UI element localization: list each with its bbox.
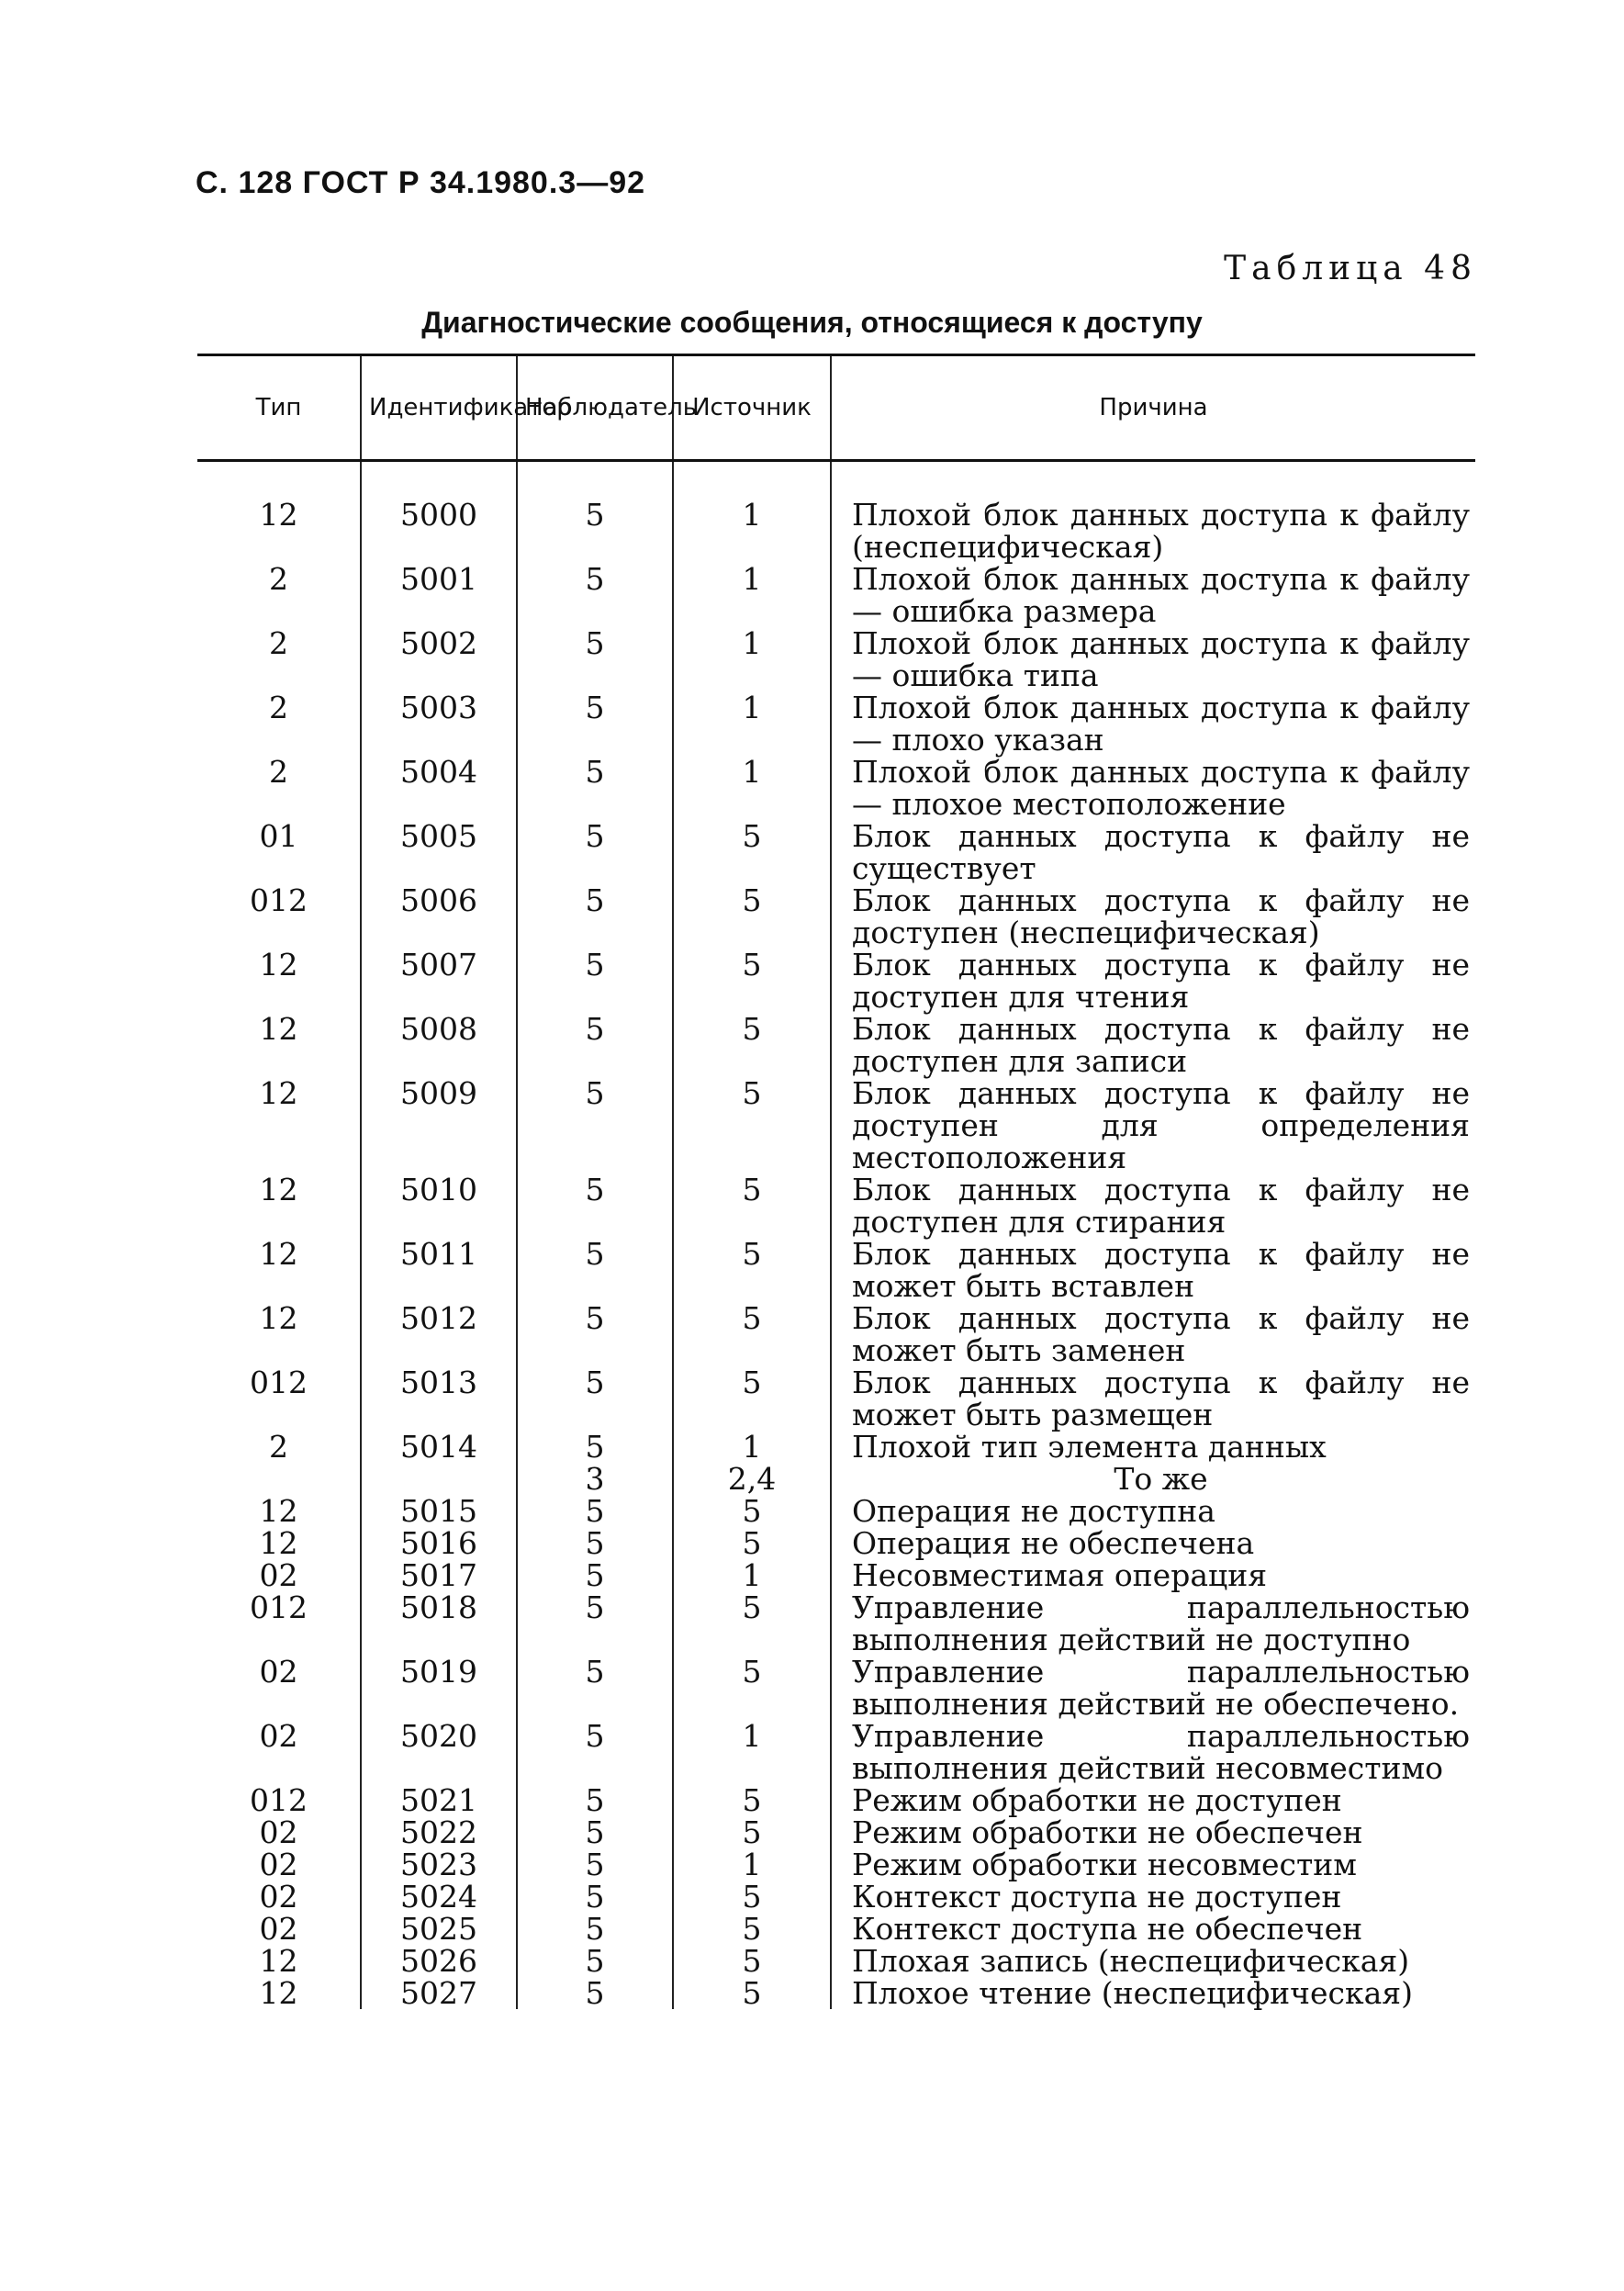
cell-identifier: 5011 [361,1238,517,1302]
cell-cause: Блок данных доступа к файлу не существует [831,820,1475,884]
table-row [197,1302,1475,1366]
cell-observer: 5 [517,1238,673,1302]
cell-cause: То же [831,1463,1475,1495]
cell-type: 02 [259,1718,298,1754]
cell-observer: 5 [517,1527,673,1559]
cell-observer: 5 [517,1174,673,1238]
cell-observer: 5 [517,1013,673,1077]
cell-identifier: 5010 [361,1174,517,1238]
cell-type: 2 [269,690,288,725]
cell-source: 5 [673,1366,831,1431]
cell-cause: Управление параллельностью выполнения действий не обеспечено. [831,1656,1475,1720]
cell-type: 012 [250,1782,308,1818]
cell-type: 2 [269,625,288,661]
cell-identifier: 5001 [361,563,517,627]
column-header-id: Идентификатор [361,355,517,461]
cell-cause: Операция не доступна [831,1495,1475,1527]
cell-type: 012 [250,882,308,918]
cell-observer: 5 [517,1656,673,1720]
table-row [197,1784,1475,1816]
table-row [197,949,1475,1013]
cell-identifier: 5008 [361,1013,517,1077]
cell-identifier: 5013 [361,1366,517,1431]
cell-observer: 5 [517,1431,673,1463]
column-header-type: Тип [255,394,302,421]
cell-identifier: 5015 [361,1495,517,1527]
cell-source: 5 [673,1527,831,1559]
cell-type: 02 [259,1879,298,1915]
cell-source: 5 [673,1816,831,1848]
table-row [197,1013,1475,1077]
cell-observer: 5 [517,691,673,756]
cell-identifier: 5000 [361,461,517,564]
cell-source: 1 [673,756,831,820]
cell-source: 5 [673,1591,831,1656]
cell-identifier: 5017 [361,1559,517,1591]
cell-observer: 5 [517,756,673,820]
cell-type: 12 [259,1236,298,1272]
cell-source: 1 [673,1431,831,1463]
table-row [197,1816,1475,1848]
cell-source: 1 [673,1848,831,1881]
cell-observer: 5 [517,1366,673,1431]
cell-cause: Плохой блок данных доступа к файлу — ошибка типа [831,627,1475,691]
cell-observer: 5 [517,1913,673,1945]
cell-observer: 5 [517,1881,673,1913]
cell-observer: 5 [517,1302,673,1366]
cell-cause: Блок данных доступа к файлу не может быть размещен [831,1366,1475,1431]
table-row [197,1591,1475,1656]
cell-source: 5 [673,1656,831,1720]
cell-identifier: 5025 [361,1913,517,1945]
cell-type: 012 [250,1589,308,1625]
table-row [197,1881,1475,1913]
cell-observer: 5 [517,1559,673,1591]
cell-source: 5 [673,949,831,1013]
cell-source: 5 [673,884,831,949]
cell-cause: Управление параллельностью выполнения действий не доступно [831,1591,1475,1656]
cell-type: 01 [259,818,298,854]
cell-cause: Операция не обеспечена [831,1527,1475,1559]
cell-observer: 5 [517,1848,673,1881]
cell-identifier: 5027 [361,1977,517,2009]
cell-cause: Контекст доступа не обеспечен [831,1913,1475,1945]
cell-source: 5 [673,1077,831,1174]
cell-identifier: 5006 [361,884,517,949]
table-row [197,691,1475,756]
table-row [197,1848,1475,1881]
table-row [197,1977,1475,2009]
cell-type: 12 [259,1493,298,1529]
cell-cause: Управление параллельностью выполнения действий несовместимо [831,1720,1475,1784]
cell-type: 12 [259,1075,298,1111]
cell-identifier: 5002 [361,627,517,691]
cell-identifier: 5022 [361,1816,517,1848]
table-row [197,820,1475,884]
cell-type: 12 [259,1011,298,1047]
cell-identifier: 5016 [361,1527,517,1559]
cell-identifier: 5003 [361,691,517,756]
column-header-observer: Наблюдатель [517,355,673,461]
cell-type: 02 [259,1814,298,1850]
cell-type: 2 [269,561,288,597]
cell-type: 02 [259,1847,298,1882]
table-row [197,563,1475,627]
cell-cause: Плохой блок данных доступа к файлу — плохое местоположение [831,756,1475,820]
cell-source: 1 [673,461,831,564]
cell-source: 5 [673,1174,831,1238]
table-row [197,1463,1475,1495]
cell-identifier: 5021 [361,1784,517,1816]
cell-source: 5 [673,1013,831,1077]
cell-identifier: 5024 [361,1881,517,1913]
cell-source: 1 [673,1559,831,1591]
cell-type: 02 [259,1557,298,1593]
cell-type: 02 [259,1654,298,1690]
table-label: Таблица 48 [1224,250,1477,287]
table-row [197,627,1475,691]
cell-observer: 5 [517,461,673,564]
cell-observer: 5 [517,1784,673,1816]
cell-cause: Плохое чтение (неспецифическая) [831,1977,1475,2009]
cell-identifier: 5012 [361,1302,517,1366]
cell-source: 5 [673,1881,831,1913]
cell-identifier: 5009 [361,1077,517,1174]
cell-identifier: 5026 [361,1945,517,1977]
table-row [197,1495,1475,1527]
cell-observer: 5 [517,820,673,884]
table-title: Диагностические сообщения, относящиеся к доступу [421,306,1203,339]
table-row [197,1913,1475,1945]
column-header-cause: Причина [831,355,1475,461]
cell-identifier: 5020 [361,1720,517,1784]
cell-source: 5 [673,1238,831,1302]
table-header-row [197,355,1475,461]
cell-cause: Режим обработки не обеспечен [831,1816,1475,1848]
cell-observer: 5 [517,1977,673,2009]
cell-observer: 3 [517,1463,673,1495]
table-row [197,1238,1475,1302]
cell-cause: Блок данных доступа к файлу не доступен для определения местоположения [831,1077,1475,1174]
cell-type: 12 [259,947,298,983]
cell-cause: Блок данных доступа к файлу не доступен для записи [831,1013,1475,1077]
cell-observer: 5 [517,1720,673,1784]
cell-identifier: 5023 [361,1848,517,1881]
cell-observer: 5 [517,627,673,691]
cell-cause: Блок данных доступа к файлу не доступен для стирания [831,1174,1475,1238]
cell-observer: 5 [517,1077,673,1174]
cell-type: 12 [259,1172,298,1207]
cell-source: 2,4 [673,1463,831,1495]
table-row [197,884,1475,949]
cell-identifier: 5014 [361,1431,517,1463]
cell-source: 5 [673,1495,831,1527]
cell-source: 5 [673,820,831,884]
column-header-source: Источник [673,355,831,461]
cell-type: 02 [259,1911,298,1947]
table-row [197,1174,1475,1238]
cell-identifier [361,1463,517,1495]
cell-observer: 5 [517,884,673,949]
cell-observer: 5 [517,1816,673,1848]
cell-cause: Плохой блок данных доступа к файлу — ошибка размера [831,563,1475,627]
cell-observer: 5 [517,1495,673,1527]
cell-type [197,1463,361,1495]
cell-type: 12 [259,1943,298,1979]
cell-cause: Плохой блок данных доступа к файлу (неспецифическая) [831,461,1475,564]
cell-type: 12 [259,1300,298,1336]
page-header: С. 128 ГОСТ Р 34.1980.3—92 [196,165,646,200]
cell-observer: 5 [517,949,673,1013]
table-row [197,1527,1475,1559]
cell-cause: Плохой блок данных доступа к файлу — плохо указан [831,691,1475,756]
cell-observer: 5 [517,1945,673,1977]
table-row [197,1559,1475,1591]
cell-source: 5 [673,1977,831,2009]
cell-cause: Режим обработки несовместим [831,1848,1475,1881]
cell-cause: Блок данных доступа к файлу не доступен (неспецифическая) [831,884,1475,949]
cell-source: 1 [673,691,831,756]
table-row [197,461,1475,564]
cell-cause: Плохая запись (неспецифическая) [831,1945,1475,1977]
table-body [197,461,1475,2010]
diagnostics-table [197,354,1475,2009]
cell-cause: Блок данных доступа к файлу не может быть вставлен [831,1238,1475,1302]
cell-identifier: 5018 [361,1591,517,1656]
table-row [197,1077,1475,1174]
cell-identifier: 5005 [361,820,517,884]
cell-identifier: 5004 [361,756,517,820]
table-row [197,1720,1475,1784]
cell-cause: Режим обработки не доступен [831,1784,1475,1816]
cell-source: 1 [673,563,831,627]
table-row [197,1945,1475,1977]
cell-type: 012 [250,1364,308,1400]
cell-source: 1 [673,627,831,691]
cell-cause: Блок данных доступа к файлу не может быть заменен [831,1302,1475,1366]
cell-identifier: 5007 [361,949,517,1013]
cell-source: 5 [673,1945,831,1977]
cell-source: 5 [673,1913,831,1945]
cell-cause: Плохой тип элемента данных [831,1431,1475,1463]
cell-type: 12 [259,1525,298,1561]
cell-cause: Несовместимая операция [831,1559,1475,1591]
table-row [197,756,1475,820]
cell-source: 1 [673,1720,831,1784]
table-row [197,1366,1475,1431]
cell-identifier: 5019 [361,1656,517,1720]
table-row [197,1656,1475,1720]
cell-source: 5 [673,1784,831,1816]
cell-cause: Блок данных доступа к файлу не доступен для чтения [831,949,1475,1013]
cell-type: 2 [269,754,288,790]
cell-type: 12 [259,1975,298,2011]
cell-type: 2 [269,1429,288,1465]
cell-type: 12 [259,497,298,533]
cell-cause: Контекст доступа не доступен [831,1881,1475,1913]
table-row [197,1431,1475,1463]
cell-observer: 5 [517,563,673,627]
cell-source: 5 [673,1302,831,1366]
cell-observer: 5 [517,1591,673,1656]
